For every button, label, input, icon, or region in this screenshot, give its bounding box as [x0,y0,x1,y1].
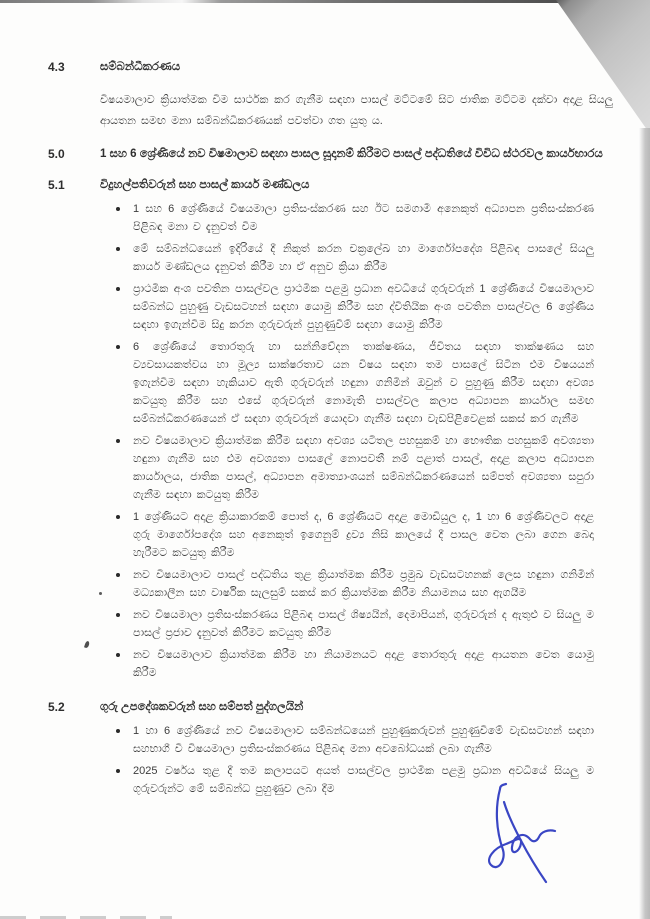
document-content [48,58,613,802]
list-item: නව විෂයමාලාව පාසල් පද්ධතිය තුළ ක්‍රියාත්මක කිරීම ප්‍රමුඛ වැඩසටහනක් ලෙස හඳුනා ගනිමින් මධ්‍යකාලීන සහ වාර්ෂික සැලසුම් සකස් කර ක්‍රියාත්මක කිරීම නියාමනය සහ ඇගයීම [114,566,594,602]
section-title: ගුරු උපදේශකවරුන් සහ සම්පත් පුද්ගලයින් [100,701,304,713]
list-item: ප්‍රාථමික අංශ පවතින පාසල්වල ප්‍රාථමික පළමු ප්‍රධාන අවධියේ ගුරුවරුන් 1 ශ්‍රේණියේ විෂයමාලාව සම්බන්ධ පුහුණු වැඩසටහන් සඳහා යොමු කිරීම සහ ද්විතියික අංශ පවතින පාසල්වල 6 ශ්‍රේණිය සඳහා ඉගැන්වීම සිදු කරන ගුරුවරුන් පුහුණුවීම් සඳහා යොමු කිරීම [114,280,594,334]
section-number: 5.1 [48,178,65,192]
list-item: 1 හා 6 ශ්‍රේණියේ නව විෂයමාලාව සම්බන්ධයෙන් පුහුණුකරුවන් පුහුණුවීමේ වැඩසටහන් සඳහා සහභාගී වී විෂයමාලා ප්‍රතිසංස්කරණය පිළිබඳ මනා අවබෝධයක් ලබා ගැනීම [114,722,594,758]
section-paragraph: විෂයමාලාව ක්‍රියාත්මක විම සාර්ථක කර ගැනීම සඳහා පාසල් මට්ටමේ සිට ජාතික මට්ටම දක්වා අදාළ සියලු ආයතන සමඟ මනා සම්බන්ධීකරණයක් පවත්වා ගත යුතු ය. [100,94,613,127]
signature-ink [470,780,590,890]
bullet-list-5-1 [114,200,594,682]
list-item: 2025 වර්ෂය තුළ දී තම කලාපයට අයත් පාසල්වල ප්‍රාථමික පළමු ප්‍රධාන අවධියේ සියලු ම ගුරුවරුන්ට මේ සම්බන්ධ පුහුණුව ලබා දීම [114,762,594,798]
section-title: 1 සහ 6 ශ්‍රේණියේ නව විෂමාලාව සඳහා පාසල සූදානම් කිරීමට පාසල් පද්ධතියේ විවිධ ස්ථරවල කාර්යභාරය [100,148,603,160]
section-number: 5.0 [48,147,65,161]
list-item: නව විෂයමාලාව ක්‍රියාත්මක කිරීම සඳහා අවශ්‍ය යටිතල පහසුකම් හා භෞතික පහසුකම් අවශ්‍යතා හඳුනා ගැනීම සහ එම අවශ්‍යතා පාසලේ නොපවතී නම් පළාත් පාසල්, අදාළ කලාප අධ්‍යාපන කාර්යාලය, ජාතික පාසල්, අධ්‍යාපන අමාත්‍යාංශයන් සම්බන්ධීකරණයෙන් සම්පත් අවශ්‍යතා සපුරා ගැනීම සඳහා කටයුතු කිරීම [114,432,594,504]
list-item: නව විෂයමාලාව ක්‍රියාත්මක කිරීම හා නියාමනයට අදාළ තොරතුරු අදාළ ආයතන වෙත යොමු කිරීම [114,646,594,682]
signature-stroke-main [489,784,555,867]
section-4-3 [48,58,613,77]
list-item: 6 ශ්‍රේණියේ තොරතුරු හා සන්නිවේදන තාක්ෂණය, ජීවිතය සඳහා තාක්ෂණය සහ ව්‍යවසායකත්වය හා මූල්‍ය සාක්ෂරතාව යන විෂය සඳහා තම පාසලේ සිටින එම විෂයයන් ඉගැන්වීම සඳහා හැකියාව ඇති ගුරුවරුන් හඳුනා ගනිමින් ඔවුන් ව පුහුණු කිරීම සඳහා අවශ්‍ය කටයුතු කිරීම සහ එසේ ගුරුවරුන් නොමැති පාසල්වල කලාප අධ්‍යාපන කාර්යාල සමඟ සම්බන්ධීකරණයෙන් ඒ සඳහා ගුරුවරුන් යොදවා ගැනීම සඳහා වැඩපිළිවෙළක් සකස් කර ගැනීම [114,338,594,428]
section-number: 4.3 [48,60,65,74]
section-number: 5.2 [48,700,65,714]
section-5-0 [48,145,613,164]
section-5-2 [48,698,613,717]
section-title: විදුහල්පතිවරුන් සහ පාසල් කාර්ය මණ්ඩලය [100,179,310,191]
list-item: 1 සහ 6 ශ්‍රේණියේ විෂයමාලා ප්‍රතිසංස්කරණ සහ ඊට සමගාමී අනෙකුත් අධ්‍යාපන ප්‍රතිසංස්කරණ පිළිබඳ මනා ව දැනුවත් වීම [114,200,594,236]
scan-top-edge-line [0,0,650,3]
section-title: සම්බන්ධීකරණය [100,61,181,73]
list-item: මේ සම්බන්ධයෙන් ඉදිරියේ දී නිකුත් කරන චක්‍රලේඛ හා මාර්ගෝපදේශ පිළිබඳ පාසලේ සියලු කාර්ය මණ්ඩලය දැනුවත් කිරීම හා ඒ අනුව ක්‍රියා කිරීම [114,240,594,276]
list-item: 1 ශ්‍රේණියට අදාළ ක්‍රියාකාරකම් පොත් ද, 6 ශ්‍රේණියට අදාළ මොඩියුල ද, 1 හා 6 ශ්‍රේණිවලට අදාළ ගුරු මාර්ගෝපදේශ සහ අනෙකුත් ඉගෙනුම් ද්‍රව්‍ය නිසි කාලයේ දී පාසල වෙත ලබා ගෙන බෙදා හැරීමට කටයුතු කිරීම [114,508,594,562]
section-5-1 [48,176,613,195]
scan-right-edge-shadow [639,128,650,919]
list-item: නව විෂයමාලා ප්‍රතිසංස්කරණය පිළිබඳ පාසල් ශිෂ්‍යයින්, දෙමාපියන්, ගුරුවරුන් ද ඇතුළු ව සියලු ම පාසල් ප්‍රජාව දැනුවත් කිරීමට කටයුතු කිරීම [114,606,594,642]
